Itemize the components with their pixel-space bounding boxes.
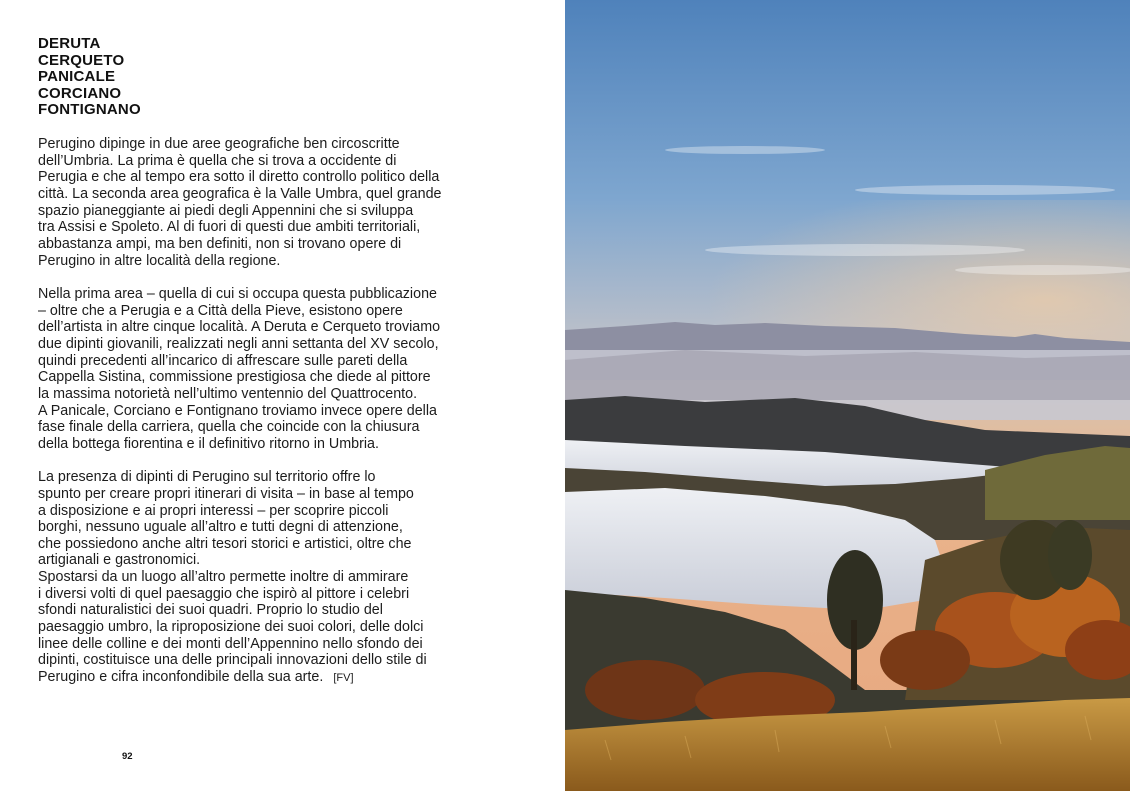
text-line: – oltre che a Perugia e a Città della Pieve, esistono opere <box>38 302 403 319</box>
text-line: della bottega fiorentina e il definitivo ritorno in Umbria. <box>38 435 379 452</box>
title-deruta: DERUTA <box>38 35 101 52</box>
page-number: 92 <box>122 751 133 762</box>
text-line: abbastanza ampi, ma ben definiti, non si trovano opere di <box>38 235 402 252</box>
title-corciano: CORCIANO <box>38 84 122 102</box>
text-line: La presenza di dipinti di Perugino sul territorio offre lo <box>38 469 376 486</box>
location-titles <box>38 36 141 119</box>
text-line: spazio pianeggiante ai piedi degli Appennini che si sviluppa <box>38 202 414 219</box>
text-line: Nella prima area – quella di cui si occupa questa pubblicazione <box>38 285 437 302</box>
text-line: dipinti, costituisce una delle principali innovazioni dello stile di <box>38 652 427 669</box>
mid-ridge <box>565 350 1130 400</box>
text-line: Cappella Sistina, commissione prestigiosa che diede al pittore <box>38 369 431 386</box>
text-line: paesaggio umbro, la riproposizione dei suoi colori, delle dolci <box>38 619 424 636</box>
title-panicale: PANICALE <box>38 68 116 86</box>
title-cerqueto: CERQUETO <box>38 51 125 69</box>
paragraph-2 <box>38 286 478 453</box>
text-line: quindi precedenti all’incarico di affrescare sulle pareti della <box>38 352 408 369</box>
text-line: artigianali e gastronomici. <box>38 552 201 569</box>
text-line: dell’artista in altre cinque località. A Deruta e Cerqueto troviamo <box>38 319 441 336</box>
text-line: sfondi naturalistici dei suoi quadri. Proprio lo studio del <box>38 602 383 619</box>
last-line-text: Perugino e cifra inconfondibile della sua arte. <box>38 669 324 686</box>
text-line: due dipinti giovanili, realizzati negli anni settanta del XV secolo, <box>38 335 439 352</box>
landscape-photo <box>565 0 1130 791</box>
text-line: linee delle colline e dei monti dell’Appennino nello sfondo dei <box>38 635 423 652</box>
text-line: Perugia e che al tempo era sotto il diretto controllo politico della <box>38 169 440 186</box>
text-line: dell’Umbria. La prima è quella che si trova a occidente di <box>38 152 397 169</box>
title-fontignano: FONTIGNANO <box>38 101 141 119</box>
text-line: Spostarsi da un luogo all’altro permette inoltre di ammirare <box>38 569 409 586</box>
author-credit: [FV] <box>333 672 354 685</box>
text-line: A Panicale, Corciano e Fontignano troviamo invece opere della <box>38 402 437 419</box>
text-line: che possiedono anche altri tesori storici e artistici, oltre che <box>38 535 412 552</box>
body-text <box>38 136 478 687</box>
text-line: i diversi volti di quel paesaggio che ispirò al pittore i celebri <box>38 585 410 602</box>
paragraph-1 <box>38 136 478 269</box>
text-line: città. La seconda area geografica è la Valle Umbra, quel grande <box>38 185 442 202</box>
paragraph-3 <box>38 469 478 687</box>
umbria-landscape-illustration <box>565 0 1130 791</box>
text-line: spunto per creare propri itinerari di visita – in base al tempo <box>38 485 414 502</box>
text-line: tra Assisi e Spoleto. Al di fuori di questi due ambiti territoriali, <box>38 219 421 236</box>
text-line: borghi, nessuno uguale all’altro e tutti degni di attenzione, <box>38 519 403 536</box>
text-line: Perugino in altre località della regione. <box>38 252 281 269</box>
text-line: Perugino dipinge in due aree geografiche ben circoscritte <box>38 136 400 152</box>
text-line: a disposizione e ai propri interessi – per scoprire piccoli <box>38 502 389 519</box>
text-line: la massima notorietà nell’ultimo ventennio del Quattrocento. <box>38 385 418 402</box>
last-text-line <box>38 669 478 687</box>
text-line: fase finale della carriera, quella che coincide con la chiusura <box>38 419 420 436</box>
